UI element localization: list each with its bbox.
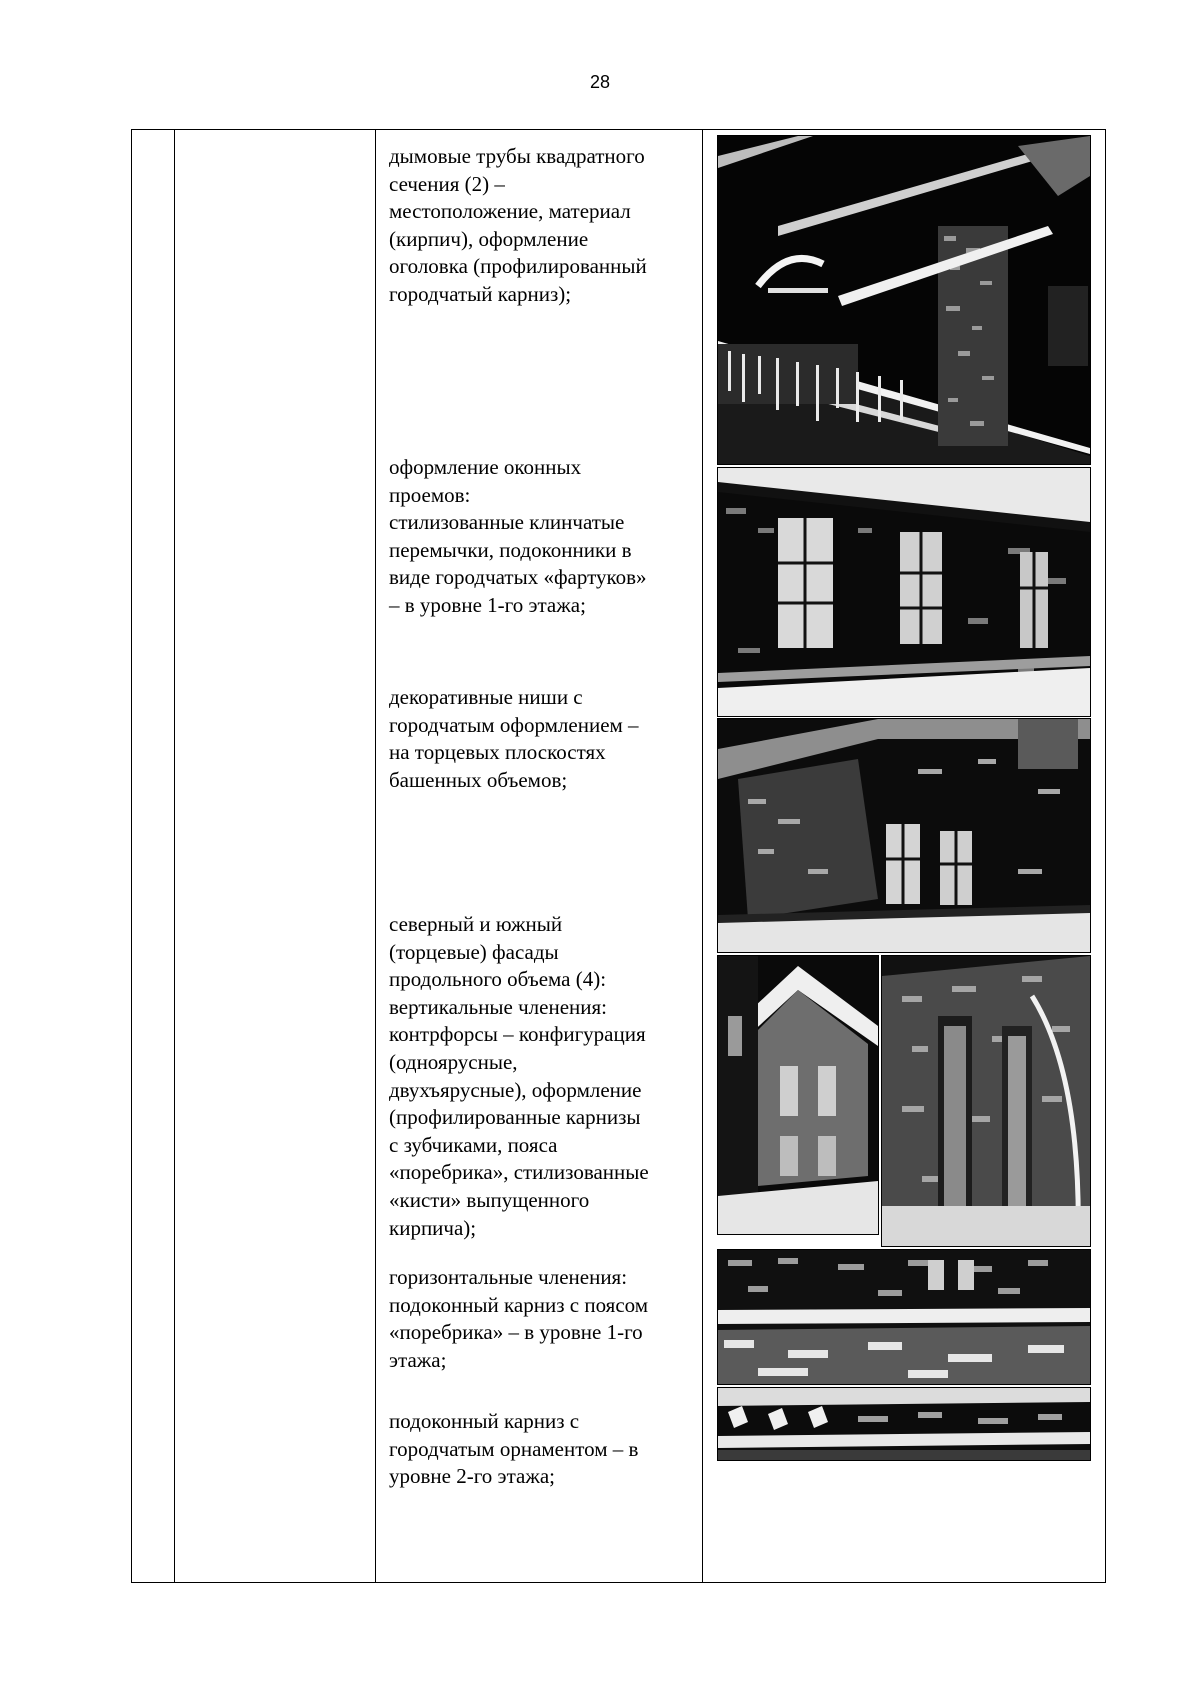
number-cell <box>132 130 175 1583</box>
photo-buttress-facade <box>881 955 1091 1247</box>
photo-window-openings <box>717 467 1091 717</box>
table-row <box>132 130 1106 1583</box>
photo-decorative-niches <box>717 718 1091 953</box>
heritage-features-table <box>131 129 1106 1583</box>
description-cell <box>376 130 703 1583</box>
page-number: 28 <box>589 72 611 92</box>
object-name-cell <box>175 130 376 1583</box>
feature-second-floor-cornice: подоконный карниз с городчатым орнаментом – в уровне 2-го этажа; <box>389 1409 639 1489</box>
photo-sill-cornice-first-floor <box>717 1249 1091 1385</box>
photo-chimney <box>717 135 1091 465</box>
feature-gable-facades: северный и южный (торцевые) фасады продольного объема (4): вертикальные членения: контрфорсы – конфигурация (одноярусные, двухъярусные), оформление (профилированные карнизы с зубчиками, пояса «поребрика», стилизованные «кисти» выпущенного кирпича); <box>389 912 649 1240</box>
feature-horizontal-divisions: горизонтальные членения: подоконный карниз с поясом «поребрика» – в уровне 1-го этажа; <box>389 1265 649 1372</box>
photo-gable-facade <box>717 955 879 1235</box>
feature-window-openings: оформление оконных проемов: стилизованные клинчатые перемычки, подоконники в виде городчатых «фартуков» – в уровне 1-го этажа; <box>389 455 647 617</box>
photo-sill-cornice-second-floor <box>717 1387 1091 1461</box>
feature-decorative-niches: декоративные ниши с городчатым оформлением – на торцевых плоскостях башенных объемов; <box>389 685 639 792</box>
feature-chimneys: дымовые трубы квадратного сечения (2) – местоположение, материал (кирпич), оформление оголовка (профилированный городчатый карниз); <box>389 144 647 306</box>
photo-cell <box>703 130 1106 1583</box>
